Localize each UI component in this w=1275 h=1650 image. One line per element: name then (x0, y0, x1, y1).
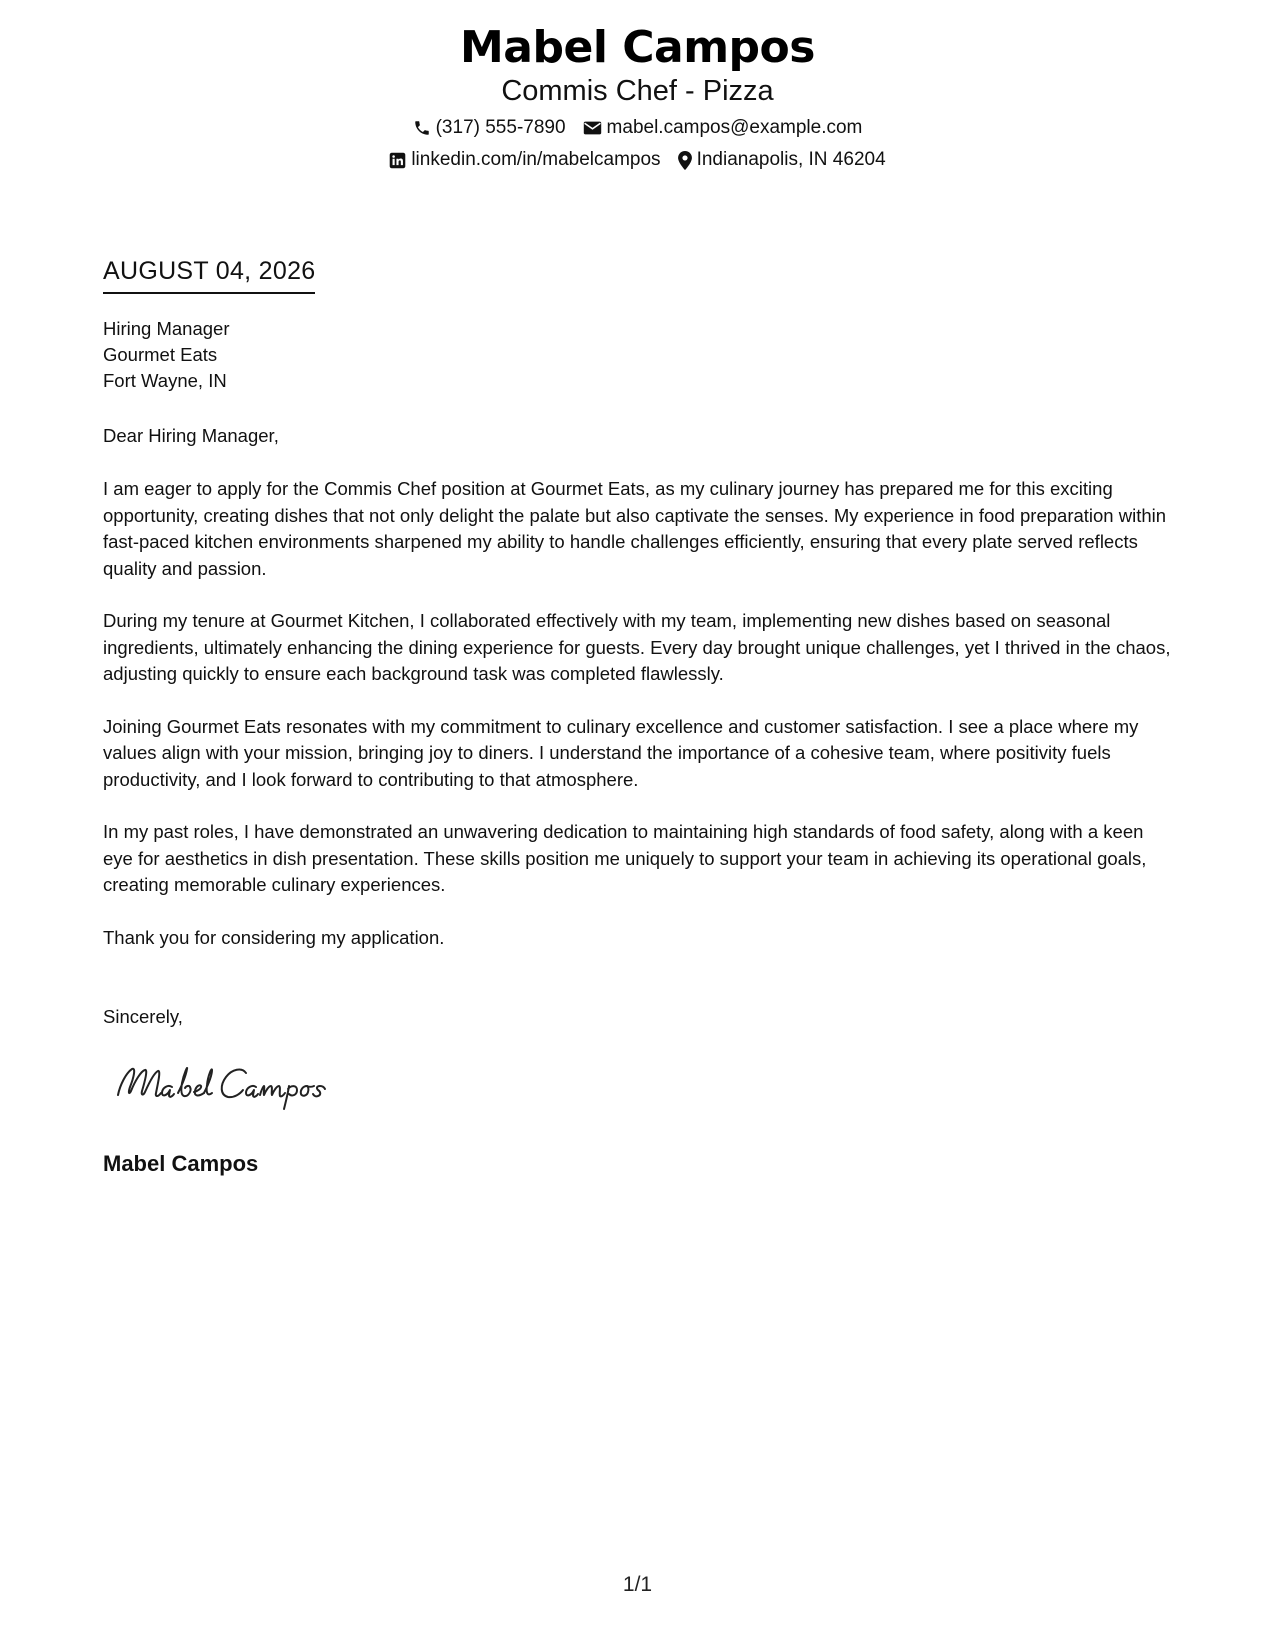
contact-location (678, 148, 886, 172)
contact-email (583, 116, 863, 140)
handwritten-signature (112, 1055, 352, 1115)
recipient-title: Hiring Manager (103, 318, 230, 339)
contact-row-1 (0, 116, 1275, 140)
body-paragraph-4: In my past roles, I have demonstrated an unwavering dedication to maintaining high standards of food safety, along with a keen eye for aesthetics in dish presentation. These skills position me uniquely to support your team in achieving its operational goals, creating memorable culinary experiences. (103, 821, 1147, 895)
body-paragraph-3: Joining Gourmet Eats resonates with my commitment to culinary excellence and customer satisfaction. I see a place where my values align with your mission, bringing joy to diners. I understand the importance of a cohesive team, where positivity fuels productivity, and I look forward to contributing to that atmosphere. (103, 715, 1139, 790)
linkedin-url: linkedin.com/in/mabelcampos (411, 149, 661, 170)
salutation: Dear Hiring Manager, (103, 425, 279, 446)
location-text: Indianapolis, IN 46204 (696, 149, 886, 170)
body-paragraph-1: I am eager to apply for the Commis Chef position at Gourmet Eats, as my culinary journey has prepared me for this exciting opportunity, creating dishes that not only delight the palate but also captivate the senses. My experience in food preparation within fast-paced kitchen environments sharpened my ability to handle challenges efficiently, ensuring that every plate served reflects quality and passion. (103, 478, 1167, 579)
letter-header (0, 22, 1275, 172)
email-address: mabel.campos@example.com (606, 117, 863, 138)
contact-phone (413, 116, 566, 140)
letter-date: AUGUST 04, 2026 (103, 256, 315, 294)
page-number: 1/1 (622, 1573, 653, 1596)
applicant-name: Mabel Campos (460, 22, 815, 73)
body-paragraph-5: Thank you for considering my application. (103, 926, 445, 948)
recipient-location: Fort Wayne, IN (103, 370, 227, 391)
envelope-icon (583, 120, 602, 136)
closing-line: Sincerely, (103, 1006, 183, 1027)
contact-row-2 (0, 148, 1275, 172)
job-title: Commis Chef - Pizza (501, 75, 774, 107)
map-marker-icon (678, 151, 692, 170)
letter-body (103, 476, 1175, 977)
recipient-company: Gourmet Eats (103, 344, 218, 365)
phone-icon (413, 119, 431, 137)
recipient-block (103, 316, 229, 394)
signer-name: Mabel Campos (103, 1151, 259, 1176)
body-paragraph-2: During my tenure at Gourmet Kitchen, I collaborated effectively with my team, implementing new dishes based on seasonal ingredients, ultimately enhancing the dining experience for guests. Every day brought unique challenges, yet I thrived in the chaos, adjusting quickly to ensure each background task was completed flawlessly. (103, 610, 1171, 684)
linkedin-icon (389, 152, 406, 169)
contact-linkedin (389, 148, 660, 172)
phone-number: (317) 555-7890 (435, 117, 566, 138)
signature-graphic (112, 1055, 352, 1115)
